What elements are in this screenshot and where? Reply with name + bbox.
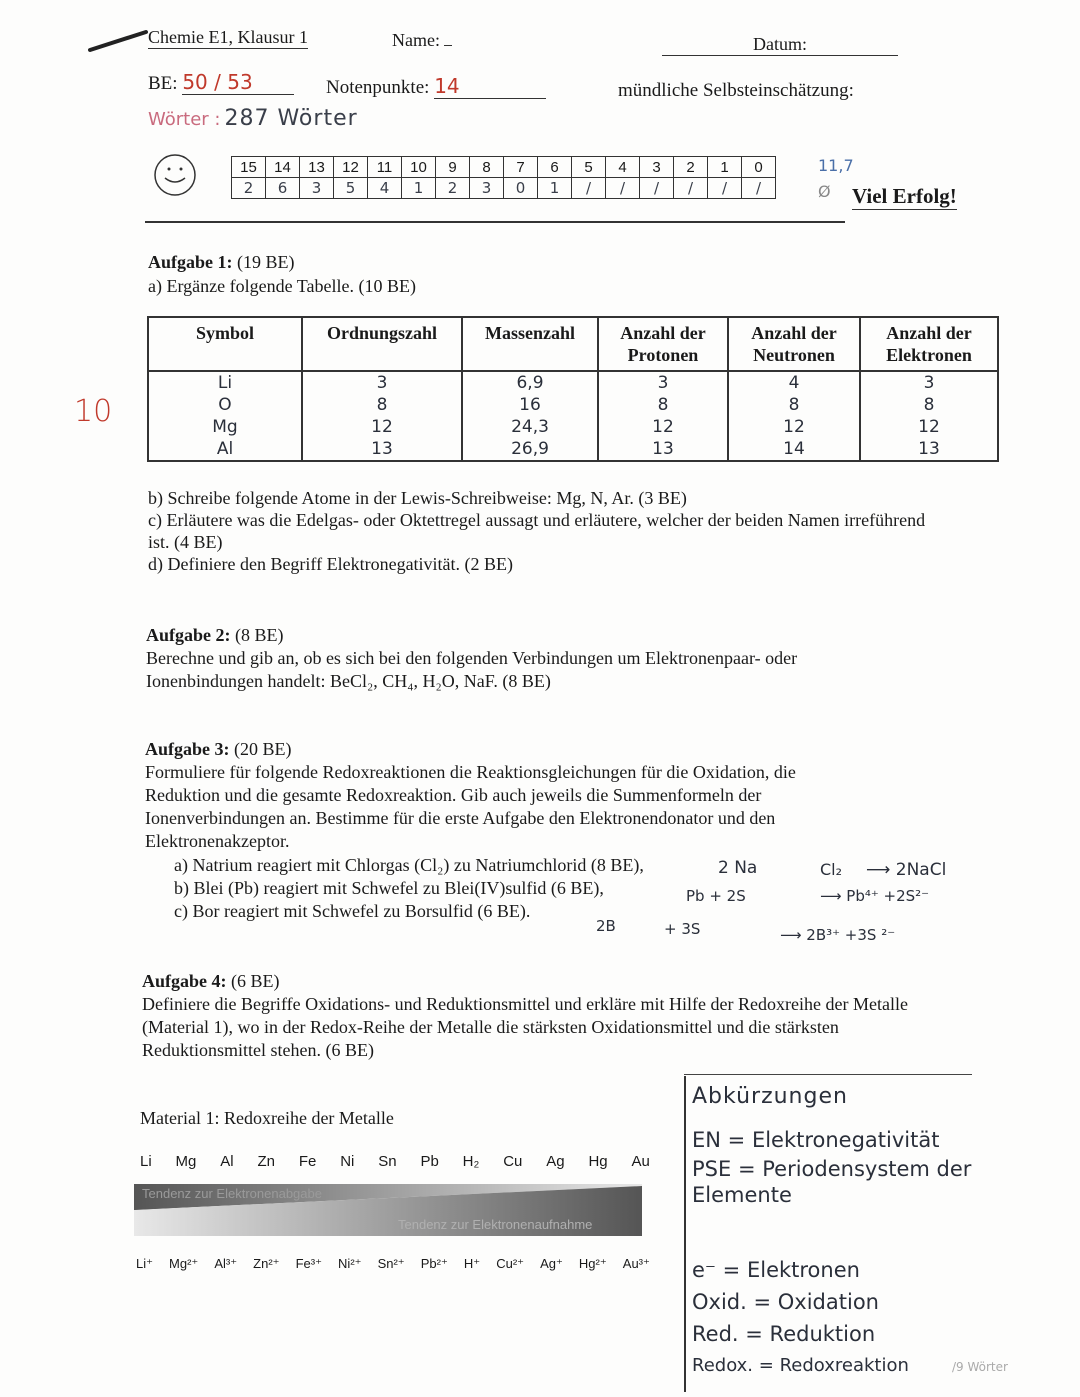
grade-count-cell: 5	[334, 178, 368, 199]
metal-symbol: Al	[220, 1153, 234, 1170]
corner-note: /9 Wörter	[952, 1360, 1008, 1374]
checkmark-icon	[88, 28, 148, 59]
table-cell: 6,9	[462, 371, 598, 394]
table-header: Anzahl der Neutronen	[728, 317, 860, 371]
grade-count-cell: 2	[436, 178, 470, 199]
table-cell: 26,9	[462, 438, 598, 461]
grade-point-cell: 8	[470, 157, 504, 178]
margin-score: 10	[74, 394, 113, 429]
hand-b1: Pb + 2S	[686, 887, 746, 905]
hand-b2: ⟶ Pb⁴⁺ +2S²⁻	[820, 887, 930, 905]
abbrev-redox: Redox. = Redoxreaktion	[692, 1355, 909, 1376]
table-header: Ordnungszahl	[302, 317, 462, 371]
ion-symbol: Fe³⁺	[295, 1256, 322, 1271]
hand-a3: ⟶ 2NaCl	[866, 860, 947, 880]
name-field: Name:	[392, 30, 452, 51]
metal-symbol: Mg	[175, 1153, 197, 1170]
grade-point-cell: 4	[606, 157, 640, 178]
table-cell: 3	[598, 371, 728, 394]
table-row	[148, 416, 998, 438]
grade-point-cell: 14	[266, 157, 300, 178]
table-cell: 12	[598, 416, 728, 438]
ion-symbol: Al³⁺	[214, 1256, 238, 1271]
table-header: Massenzahl	[462, 317, 598, 371]
hand-a2: Cl₂	[820, 860, 843, 879]
abbrev-e: e⁻ = Elektronen	[692, 1258, 860, 1282]
ion-symbol: Li⁺	[136, 1256, 153, 1271]
grade-count-cell: 3	[300, 178, 334, 199]
course-title: Chemie E1, Klausur 1	[148, 27, 308, 47]
viel-erfolg: Viel Erfolg!	[852, 184, 957, 208]
ion-row	[136, 1256, 650, 1272]
aufgabe1-intro: Aufgabe 1: (19 BE) a) Ergänze folgende Tabelle. (10 BE)	[148, 252, 416, 296]
metal-symbol: Cu	[503, 1153, 523, 1170]
aufgabe1-subtasks: b) Schreibe folgende Atome in der Lewis-Schreibweise: Mg, N, Ar. (3 BE) c) Erläutere was die Edelgas- oder Oktettregel aussagt und erläutere, welcher der beiden Namen irreführend ist. (4 BE) d) Definiere den Begriff Elektronegativität. (2 BE)	[148, 488, 926, 574]
table-cell: 8	[598, 394, 728, 416]
ion-symbol: Ni²⁺	[338, 1256, 362, 1271]
abbrev-list-2	[692, 1254, 992, 1382]
table-cell: 14	[728, 438, 860, 461]
ion-symbol: Sn²⁺	[377, 1256, 405, 1271]
grade-point-cell: 1	[708, 157, 742, 178]
metal-symbol: Ag	[546, 1153, 565, 1170]
grade-count-cell: /	[674, 178, 708, 199]
grade-point-cell: 10	[402, 157, 436, 178]
grade-point-cell: 15	[232, 157, 266, 178]
table-cell: 8	[728, 394, 860, 416]
tendency-bottom-label: Tendenz zur Elektronenaufnahme	[398, 1217, 593, 1232]
metal-symbol: H₂	[462, 1153, 480, 1170]
ion-symbol: H⁺	[463, 1256, 481, 1271]
abbrev-pse: PSE = Periodensystem der Elemente	[692, 1157, 972, 1207]
ion-symbol: Hg²⁺	[578, 1256, 607, 1271]
grade-count-cell: /	[640, 178, 674, 199]
grade-count-cell: 1	[538, 178, 572, 199]
abbrev-top-line	[684, 1074, 972, 1075]
tendency-top-label: Tendenz zur Elektronenabgabe	[142, 1186, 322, 1201]
grade-point-cell: 13	[300, 157, 334, 178]
metal-symbol: Li	[140, 1153, 152, 1170]
ion-symbol: Mg²⁺	[169, 1256, 199, 1271]
table-cell: 24,3	[462, 416, 598, 438]
grade-count-cell: /	[708, 178, 742, 199]
ion-symbol: Au³⁺	[622, 1256, 650, 1271]
table-cell: Al	[148, 438, 302, 461]
aufgabe2: Aufgabe 2: (8 BE) Berechne und gib an, ob es sich bei den folgenden Verbindungen um Elektronenpaar- oder Ionenbindungen handelt: BeCl₂, CH₄, H₂O, NaF. (8 BE)	[146, 625, 798, 691]
grade-count-cell: /	[742, 178, 776, 199]
notenpunkte: Notenpunkte: 14	[326, 74, 546, 99]
element-table	[147, 316, 999, 462]
table-cell: 3	[860, 371, 998, 394]
hand-c2: + 3S	[664, 920, 701, 938]
abbrev-oxid: Oxid. = Oxidation	[692, 1290, 879, 1314]
table-cell: 12	[728, 416, 860, 438]
material1-title: Material 1: Redoxreihe der Metalle	[140, 1108, 394, 1128]
table-row	[148, 394, 998, 416]
be-score: BE: 50 / 53	[148, 70, 294, 95]
grade-point-cell: 5	[572, 157, 606, 178]
header-divider	[145, 221, 845, 223]
table-cell: 8	[860, 394, 998, 416]
abbrev-en: EN = Elektronegativität	[692, 1128, 940, 1152]
word-count: Wörter : 287 Wörter	[148, 106, 358, 131]
ion-symbol: Ag⁺	[540, 1256, 563, 1271]
grade-count-cell: 6	[266, 178, 300, 199]
grade-count-cell: 4	[368, 178, 402, 199]
grade-point-cell: 0	[742, 157, 776, 178]
hand-c1: 2B	[596, 917, 616, 935]
aufgabe4: Aufgabe 4: (6 BE) Definiere die Begriffe Oxidations- und Reduktionsmittel und erkläre mit Hilfe der Redoxreihe der Metalle (Material 1), wo in der Redox-Reihe der Metalle die stärksten Oxidationsmittel und die stärksten Reduktionsmittel stehen. (6 BE)	[142, 971, 908, 1060]
metal-symbol: Sn	[378, 1153, 397, 1170]
grade-point-cell: 7	[504, 157, 538, 178]
aufgabe3-items: a) Natrium reagiert mit Chlorgas (Cl₂) zu Natriumchlorid (8 BE), b) Blei (Pb) reagiert mit Schwefel zu Blei(IV)sulfid (6 BE), c) Bor reagiert mit Schwefel zu Borsulfid (6 BE).	[174, 855, 644, 921]
ion-symbol: Zn²⁺	[253, 1256, 280, 1271]
table-cell: 8	[302, 394, 462, 416]
metal-symbol: Pb	[420, 1153, 439, 1170]
table-cell: 3	[302, 371, 462, 394]
metal-symbol: Zn	[257, 1153, 275, 1170]
table-header: Anzahl der Protonen	[598, 317, 728, 371]
metal-row	[140, 1153, 650, 1170]
grade-point-cell: 11	[368, 157, 402, 178]
grade-point-cell: 2	[674, 157, 708, 178]
metal-symbol: Ni	[340, 1153, 355, 1170]
average-mark: Ø	[818, 182, 831, 201]
grade-point-cell: 9	[436, 157, 470, 178]
table-cell: 4	[728, 371, 860, 394]
grade-count-cell: 3	[470, 178, 504, 199]
table-header: Symbol	[148, 317, 302, 371]
table-cell: 12	[860, 416, 998, 438]
abbrev-red: Red. = Reduktion	[692, 1322, 876, 1346]
abbrev-list-1	[692, 1124, 1012, 1208]
table-row	[148, 371, 998, 394]
grade-count-cell: /	[572, 178, 606, 199]
table-row	[148, 438, 998, 461]
smiley-icon	[152, 152, 198, 203]
average-value: 11,7	[818, 156, 854, 175]
grade-count-cell: 0	[504, 178, 538, 199]
table-cell: 12	[302, 416, 462, 438]
selbsteinschaetzung: mündliche Selbsteinschätzung:	[618, 80, 854, 101]
grade-count-cell: 2	[232, 178, 266, 199]
grade-point-cell: 3	[640, 157, 674, 178]
metal-symbol: Fe	[298, 1153, 317, 1170]
table-cell: 13	[598, 438, 728, 461]
hand-c3: ⟶ 2B³⁺ +3S ²⁻	[780, 926, 896, 944]
table-cell: 16	[462, 394, 598, 416]
ion-symbol: Pb²⁺	[420, 1256, 448, 1271]
table-cell: O	[148, 394, 302, 416]
table-header: Anzahl der Elektronen	[860, 317, 998, 371]
metal-symbol: Au	[631, 1153, 650, 1170]
grade-point-cell: 6	[538, 157, 572, 178]
grade-point-cell: 12	[334, 157, 368, 178]
date-field: Datum:	[662, 34, 898, 56]
table-cell: 13	[302, 438, 462, 461]
table-cell: Mg	[148, 416, 302, 438]
abbrev-left-line	[684, 1076, 686, 1392]
table-cell: Li	[148, 371, 302, 394]
aufgabe3: Aufgabe 3: (20 BE) Formuliere für folgende Redoxreaktionen die Reaktionsgleichungen für die Oxidation, die Reduktion und die gesamte Redoxreaktion. Gib auch jeweils die Summenformeln der Ionenverbindungen an. Bestimme für die erste Aufgabe den Elektronendonator und den Elektronenakzeptor.	[145, 739, 796, 851]
hand-a1: 2 Na	[718, 858, 758, 878]
ion-symbol: Cu²⁺	[496, 1256, 525, 1271]
metal-symbol: Hg	[588, 1153, 608, 1170]
abbrev-title: Abkürzungen	[692, 1084, 848, 1109]
table-cell: 13	[860, 438, 998, 461]
grade-count-cell: 1	[402, 178, 436, 199]
grade-count-cell: /	[606, 178, 640, 199]
grade-distribution-table	[231, 156, 776, 199]
